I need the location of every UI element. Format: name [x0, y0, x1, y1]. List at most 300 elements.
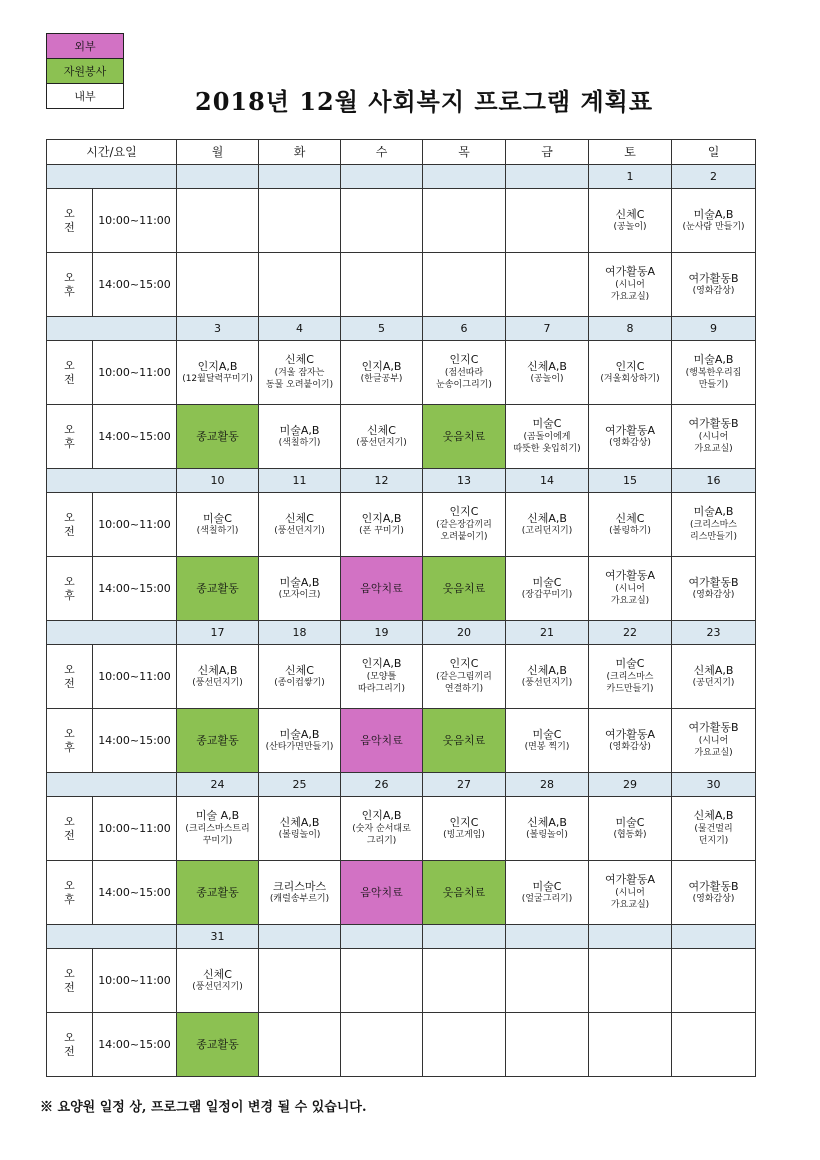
program-cell	[672, 709, 756, 773]
date-cell	[423, 165, 506, 189]
program-cell	[341, 341, 423, 405]
period-label: 오 전	[47, 797, 93, 861]
program-detail: (볼링놀이)	[278, 830, 321, 841]
program-detail: (영화감상)	[609, 438, 651, 449]
program-name: 여가활동B	[688, 879, 739, 893]
program-cell	[589, 557, 672, 621]
program-cell	[423, 861, 506, 925]
date-cell: 20	[423, 621, 506, 645]
program-name: 인지A,B	[361, 359, 402, 373]
program-detail: (점선따라 눈송이그리기)	[436, 368, 492, 391]
program-cell	[423, 493, 506, 557]
program-name: 종교활동	[196, 429, 239, 443]
program-cell	[589, 797, 672, 861]
period-label: 오 후	[47, 405, 93, 469]
program-name: 여가활동A	[605, 873, 656, 887]
program-cell	[259, 341, 341, 405]
program-cell	[177, 645, 259, 709]
program-name: 미술C	[615, 657, 645, 671]
program-name: 음악치료	[360, 885, 403, 899]
header-day: 토	[589, 140, 672, 165]
period-label: 오 전	[47, 493, 93, 557]
program-name: 신체A,B	[693, 809, 734, 823]
program-cell	[589, 189, 672, 253]
program-detail: (크리스마스 리스만들기)	[690, 520, 737, 543]
program-cell	[423, 341, 506, 405]
date-cell: 4	[259, 317, 341, 341]
time-slot: 14:00~15:00	[93, 557, 177, 621]
program-detail: (행복한우리집 만들기)	[685, 368, 742, 391]
program-detail: (모양틀 따라그리기)	[358, 672, 405, 695]
program-detail: (같은그림끼리 연결하기)	[436, 672, 492, 695]
program-detail: (협동화)	[613, 830, 647, 841]
program-detail: (영화감상)	[692, 894, 735, 905]
header-day: 월	[177, 140, 259, 165]
program-cell	[259, 861, 341, 925]
date-cell: 6	[423, 317, 506, 341]
date-cell: 23	[672, 621, 756, 645]
program-detail: (풍선던지기)	[192, 678, 243, 689]
program-cell	[672, 797, 756, 861]
program-detail: (색칠하기)	[278, 438, 321, 449]
date-row	[47, 317, 756, 341]
program-cell	[589, 493, 672, 557]
program-cell	[423, 189, 506, 253]
date-row-spacer	[47, 773, 177, 797]
time-slot: 14:00~15:00	[93, 253, 177, 317]
program-cell	[589, 405, 672, 469]
schedule-row-am	[47, 797, 756, 861]
date-cell: 29	[589, 773, 672, 797]
program-cell	[259, 645, 341, 709]
date-row	[47, 165, 756, 189]
program-cell	[672, 557, 756, 621]
program-name: 인지C	[449, 657, 479, 671]
program-name: 신체A,B	[197, 663, 238, 677]
program-name: 미술A,B	[279, 423, 320, 437]
date-cell: 1	[589, 165, 672, 189]
program-cell	[259, 189, 341, 253]
program-cell	[672, 493, 756, 557]
program-detail: (공던지기)	[692, 678, 735, 689]
program-detail: (곰돌이에게 따뜻한 옷입히기)	[513, 432, 581, 455]
date-cell: 30	[672, 773, 756, 797]
program-name: 종교활동	[196, 733, 239, 747]
date-cell: 9	[672, 317, 756, 341]
date-cell: 28	[506, 773, 589, 797]
program-detail: (색칠하기)	[196, 526, 239, 537]
program-cell	[341, 493, 423, 557]
program-name: 여가활동B	[688, 575, 739, 589]
date-row	[47, 469, 756, 493]
program-name: 신체C	[615, 511, 645, 525]
program-cell	[341, 189, 423, 253]
program-name: 미술A,B	[693, 353, 734, 367]
program-detail: (풍선던지기)	[192, 982, 243, 993]
period-label: 오 후	[47, 557, 93, 621]
program-detail: (시니어 가요교실)	[694, 432, 733, 455]
date-cell: 26	[341, 773, 423, 797]
date-cell: 7	[506, 317, 589, 341]
program-name: 음악치료	[360, 581, 403, 595]
date-cell: 14	[506, 469, 589, 493]
date-cell	[423, 925, 506, 949]
time-slot: 10:00~11:00	[93, 189, 177, 253]
date-cell: 10	[177, 469, 259, 493]
program-name: 미술A,B	[693, 505, 734, 519]
date-cell: 21	[506, 621, 589, 645]
program-cell	[177, 949, 259, 1013]
date-cell	[589, 925, 672, 949]
program-cell	[259, 709, 341, 773]
date-row-spacer	[47, 621, 177, 645]
program-name: 웃음치료	[442, 429, 486, 443]
program-cell	[341, 645, 423, 709]
program-detail: (숫자 순서대로 그리기)	[352, 824, 411, 847]
date-cell: 15	[589, 469, 672, 493]
program-detail: (공놀이)	[530, 374, 564, 385]
time-slot: 10:00~11:00	[93, 341, 177, 405]
date-cell: 27	[423, 773, 506, 797]
program-detail: (같은장갑끼리 오려붙이기)	[436, 520, 492, 543]
schedule-row-am	[47, 645, 756, 709]
program-detail: (12월달력꾸미기)	[182, 374, 253, 385]
program-cell	[672, 645, 756, 709]
program-cell	[423, 645, 506, 709]
program-cell	[506, 797, 589, 861]
program-detail: (한글공부)	[360, 374, 403, 385]
program-name: 크리스마스	[272, 879, 327, 893]
program-name: 신체C	[285, 353, 314, 367]
legend-volunteer: 자원봉사	[47, 59, 124, 84]
schedule-row-pm	[47, 861, 756, 925]
program-cell	[423, 1013, 506, 1077]
header-row	[47, 140, 756, 165]
program-name: 인지C	[615, 359, 645, 373]
period-label: 오 전	[47, 645, 93, 709]
program-name: 신체C	[285, 511, 314, 525]
program-cell	[589, 861, 672, 925]
program-detail: (시니어 가요교실)	[610, 888, 650, 911]
program-cell	[177, 341, 259, 405]
legend-external: 외부	[47, 34, 124, 59]
time-slot: 14:00~15:00	[93, 405, 177, 469]
program-name: 신체C	[615, 207, 645, 221]
program-name: 미술C	[532, 879, 562, 893]
program-cell	[506, 493, 589, 557]
program-cell	[341, 797, 423, 861]
date-cell: 3	[177, 317, 259, 341]
date-cell	[341, 925, 423, 949]
program-detail: (면봉 찍기)	[524, 742, 570, 753]
program-cell	[506, 253, 589, 317]
page-title: 2018년 12월 사회복지 프로그램 계획표	[195, 87, 654, 116]
schedule-table	[46, 139, 756, 1077]
program-cell	[672, 949, 756, 1013]
program-cell	[672, 405, 756, 469]
program-name: 웃음치료	[442, 885, 486, 899]
period-label: 오 후	[47, 861, 93, 925]
program-name: 여가활동A	[605, 423, 656, 437]
program-name: 종교활동	[196, 581, 239, 595]
header-day: 일	[672, 140, 756, 165]
program-cell	[341, 253, 423, 317]
program-cell	[506, 189, 589, 253]
date-cell	[506, 925, 589, 949]
program-name: 웃음치료	[442, 581, 486, 595]
program-name: 신체A,B	[279, 815, 320, 829]
program-detail: (겨울 잠자는 동물 오려붙이기)	[265, 368, 334, 391]
date-cell: 19	[341, 621, 423, 645]
program-cell	[177, 861, 259, 925]
date-row-spacer	[47, 469, 177, 493]
program-cell	[506, 341, 589, 405]
program-cell	[589, 645, 672, 709]
program-cell	[341, 557, 423, 621]
program-detail: (폰 꾸미기)	[359, 526, 404, 537]
program-detail: (고리던지기)	[521, 526, 573, 537]
program-detail: (크리스마스 카드만들기)	[606, 672, 654, 695]
program-cell	[259, 1013, 341, 1077]
program-cell	[423, 797, 506, 861]
schedule-row-am	[47, 493, 756, 557]
program-cell	[589, 253, 672, 317]
date-cell: 11	[259, 469, 341, 493]
header-time-day: 시간/요일	[47, 140, 177, 165]
program-cell	[506, 949, 589, 1013]
program-detail: (종이컵쌓기)	[274, 678, 325, 689]
program-cell	[341, 1013, 423, 1077]
program-name: 여가활동B	[688, 721, 739, 735]
program-cell	[423, 949, 506, 1013]
program-cell	[506, 645, 589, 709]
program-name: 여가활동A	[605, 727, 656, 741]
period-label: 오 전	[47, 949, 93, 1013]
program-cell	[506, 709, 589, 773]
program-cell	[589, 1013, 672, 1077]
date-row	[47, 773, 756, 797]
program-cell	[341, 405, 423, 469]
program-cell	[672, 253, 756, 317]
program-name: 신체A,B	[527, 359, 567, 373]
program-cell	[177, 493, 259, 557]
date-cell: 17	[177, 621, 259, 645]
program-name: 신체A,B	[527, 815, 567, 829]
program-cell	[672, 861, 756, 925]
program-cell	[177, 709, 259, 773]
legend	[46, 33, 124, 109]
program-detail: (공놀이)	[613, 222, 647, 233]
program-detail: (물건멀리 던지기)	[694, 824, 733, 847]
time-slot: 14:00~15:00	[93, 709, 177, 773]
date-cell: 24	[177, 773, 259, 797]
program-cell	[672, 189, 756, 253]
program-detail: (시니어 가요교실)	[694, 736, 733, 759]
program-name: 인지A,B	[361, 511, 402, 525]
program-name: 미술C	[532, 417, 562, 431]
program-detail: (장갑꾸미기)	[521, 590, 573, 601]
date-cell: 18	[259, 621, 341, 645]
program-cell	[423, 557, 506, 621]
program-cell	[589, 709, 672, 773]
header-day: 금	[506, 140, 589, 165]
period-label: 오 전	[47, 1013, 93, 1077]
date-cell: 16	[672, 469, 756, 493]
header-day: 목	[423, 140, 506, 165]
date-cell: 5	[341, 317, 423, 341]
date-cell	[259, 925, 341, 949]
date-cell: 2	[672, 165, 756, 189]
program-cell	[672, 341, 756, 405]
time-slot: 14:00~15:00	[93, 861, 177, 925]
program-name: 인지A,B	[197, 359, 238, 373]
period-label: 오 후	[47, 709, 93, 773]
program-name: 여가활동B	[688, 271, 739, 285]
program-cell	[423, 405, 506, 469]
period-label: 오 후	[47, 253, 93, 317]
program-cell	[177, 1013, 259, 1077]
program-name: 미술A,B	[279, 575, 320, 589]
program-cell	[506, 861, 589, 925]
program-detail: (풍선던지기)	[521, 678, 573, 689]
program-cell	[589, 341, 672, 405]
period-label: 오 전	[47, 341, 93, 405]
date-cell: 25	[259, 773, 341, 797]
date-cell: 8	[589, 317, 672, 341]
schedule-row-pm	[47, 253, 756, 317]
program-name: 미술C	[615, 815, 645, 829]
program-cell	[177, 253, 259, 317]
program-name: 신체C	[367, 423, 396, 437]
program-name: 신체A,B	[693, 663, 734, 677]
program-name: 인지A,B	[361, 657, 402, 671]
program-cell	[259, 493, 341, 557]
date-cell	[672, 925, 756, 949]
program-detail: (볼링놀이)	[526, 830, 568, 841]
program-detail: (얼굴그리기)	[521, 894, 573, 905]
program-cell	[672, 1013, 756, 1077]
program-name: 신체A,B	[527, 663, 567, 677]
program-detail: (시니어 가요교실)	[610, 584, 650, 607]
header-day: 화	[259, 140, 341, 165]
time-slot: 10:00~11:00	[93, 797, 177, 861]
program-name: 인지C	[449, 815, 479, 829]
schedule-row-pm	[47, 709, 756, 773]
program-cell	[259, 253, 341, 317]
program-detail: (영화감상)	[692, 286, 735, 297]
date-cell	[506, 165, 589, 189]
time-slot: 10:00~11:00	[93, 645, 177, 709]
schedule-row-pm	[47, 557, 756, 621]
program-cell	[506, 405, 589, 469]
program-detail: (크리스마스트리 꾸미기)	[185, 824, 250, 847]
date-cell: 13	[423, 469, 506, 493]
date-cell: 22	[589, 621, 672, 645]
schedule-row-am	[47, 949, 756, 1013]
program-detail: (풍선던지기)	[356, 438, 407, 449]
date-row-spacer	[47, 317, 177, 341]
program-cell	[506, 557, 589, 621]
period-label: 오 전	[47, 189, 93, 253]
schedule-row-pm	[47, 1013, 756, 1077]
program-detail: (풍선던지기)	[274, 526, 325, 537]
time-slot: 14:00~15:00	[93, 1013, 177, 1077]
schedule-note: ※ 요양원 일정 상, 프로그램 일정이 변경 될 수 있습니다.	[40, 1100, 367, 1115]
program-cell	[423, 253, 506, 317]
program-detail: (영화감상)	[692, 590, 735, 601]
program-cell	[589, 949, 672, 1013]
program-cell	[177, 405, 259, 469]
program-name: 종교활동	[196, 885, 239, 899]
schedule-row-am	[47, 189, 756, 253]
program-name: 웃음치료	[442, 733, 486, 747]
schedule-row-am	[47, 341, 756, 405]
program-detail: (산타가면만들기)	[265, 742, 334, 753]
time-slot: 10:00~11:00	[93, 949, 177, 1013]
date-cell: 31	[177, 925, 259, 949]
program-detail: (캐럴송부르기)	[269, 894, 330, 905]
program-cell	[259, 405, 341, 469]
program-cell	[341, 861, 423, 925]
program-name: 여가활동B	[688, 417, 739, 431]
program-name: 미술C	[532, 727, 562, 741]
program-name: 신체C	[203, 967, 232, 981]
program-detail: (모자이크)	[278, 590, 321, 601]
date-row-spacer	[47, 165, 177, 189]
program-name: 인지C	[449, 353, 479, 367]
program-name: 음악치료	[360, 733, 403, 747]
program-detail: (시니어 가요교실)	[610, 280, 650, 303]
header-day: 수	[341, 140, 423, 165]
program-name: 미술 A,B	[195, 809, 240, 823]
program-name: 신체C	[285, 663, 314, 677]
legend-internal: 내부	[47, 84, 124, 109]
date-row	[47, 621, 756, 645]
date-cell	[177, 165, 259, 189]
program-cell	[177, 189, 259, 253]
program-cell	[341, 949, 423, 1013]
time-slot: 10:00~11:00	[93, 493, 177, 557]
program-cell	[259, 797, 341, 861]
program-cell	[259, 557, 341, 621]
program-detail: (눈사람 만들기)	[682, 222, 745, 233]
program-cell	[177, 797, 259, 861]
date-row	[47, 925, 756, 949]
date-row-spacer	[47, 925, 177, 949]
program-name: 인지C	[449, 505, 479, 519]
program-cell	[177, 557, 259, 621]
program-cell	[506, 1013, 589, 1077]
program-cell	[341, 709, 423, 773]
program-detail: (겨울회상하기)	[600, 374, 660, 385]
program-cell	[259, 949, 341, 1013]
schedule-row-pm	[47, 405, 756, 469]
program-name: 미술A,B	[279, 727, 320, 741]
date-cell	[259, 165, 341, 189]
program-name: 여가활동A	[605, 265, 656, 279]
program-name: 미술A,B	[693, 207, 734, 221]
program-cell	[423, 709, 506, 773]
program-name: 여가활동A	[605, 569, 656, 583]
date-cell	[341, 165, 423, 189]
program-detail: (영화감상)	[609, 742, 651, 753]
program-detail: (빙고게임)	[443, 830, 485, 841]
program-name: 미술C	[532, 575, 562, 589]
program-name: 종교활동	[196, 1037, 239, 1051]
program-name: 신체A,B	[527, 511, 567, 525]
program-detail: (볼링하기)	[609, 526, 651, 537]
date-cell: 12	[341, 469, 423, 493]
